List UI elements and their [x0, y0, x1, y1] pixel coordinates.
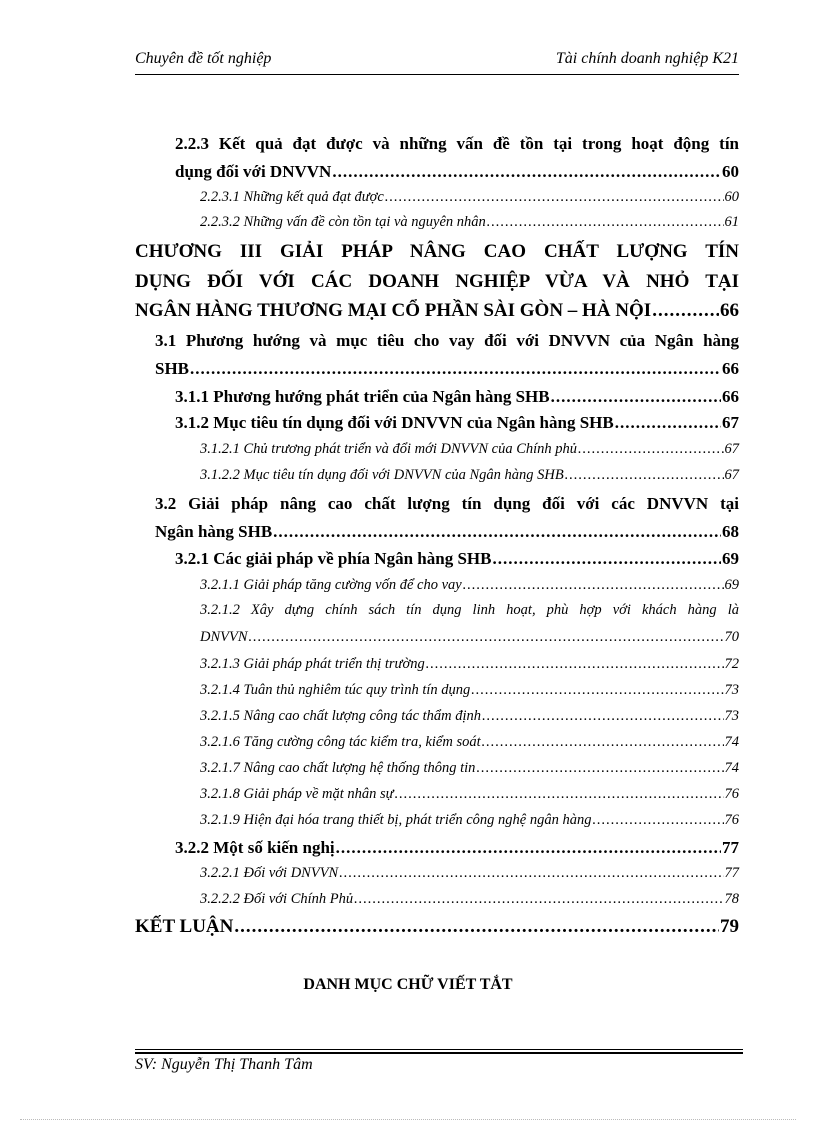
toc-entry-title: 3.1.2 Mục tiêu tín dụng đối với DNVVN của Ngân hàng SHB: [175, 413, 614, 432]
header-class-label: Tài chính doanh nghiệp K21: [555, 50, 739, 67]
toc-entry-title: 3.2.2 Một số kiến nghị: [175, 838, 335, 857]
toc-leader-dots: [615, 413, 721, 433]
header-course-label: Chuyên đề tốt nghiệp: [135, 50, 272, 67]
toc-leader-dots: [336, 838, 721, 858]
toc-entry-3-2-1-2-line1: 3.2.1.2 Xây dựng chính sách tín dụng linh hoạt, phù hợp với khách hàng là: [200, 602, 739, 618]
footer-student-name: SV: Nguyễn Thị Thanh Tâm: [135, 1056, 313, 1073]
toc-page-number: 73: [724, 682, 739, 698]
toc-leader-dots: [551, 387, 721, 407]
toc-page-number: 68: [722, 522, 739, 541]
toc-entry-3-1-2[interactable]: [175, 413, 739, 433]
toc-entry-3-2-1[interactable]: [175, 549, 739, 569]
toc-entry-3-1-1[interactable]: [175, 387, 739, 407]
toc-page-number: 79: [720, 916, 739, 937]
toc-leader-dots: [354, 891, 723, 908]
toc-page-number: 66: [722, 359, 739, 378]
toc-page-number: 74: [724, 760, 739, 776]
toc-page-number: 72: [724, 656, 739, 672]
toc-entry-3-2-1-8[interactable]: [200, 786, 739, 803]
toc-page-number: 66: [722, 387, 739, 406]
toc-entry-title: 3.1.2.1 Chủ trương phát triển và đổi mới DNVVN của Chính phủ: [200, 441, 578, 457]
toc-entry-2-2-3-1[interactable]: [200, 189, 739, 206]
toc-entry-title: 3.2.1.8 Giải pháp về mặt nhân sự: [200, 786, 394, 802]
toc-entry-3-1-2-2[interactable]: [200, 467, 739, 484]
toc-leader-dots: [463, 577, 724, 594]
toc-entry-title: 3.2.1.6 Tăng cường công tác kiểm tra, kiểm soát: [200, 734, 481, 750]
toc-entry-3-2-1-3[interactable]: [200, 656, 739, 673]
toc-entry-title: 3.2.2.2 Đối với Chính Phủ: [200, 891, 354, 907]
toc-chapter-3-line1: CHƯƠNG III GIẢI PHÁP NÂNG CAO CHẤT LƯỢNG TÍN: [135, 241, 739, 262]
toc-entry-3-2-1-1[interactable]: [200, 577, 739, 594]
toc-leader-dots: [482, 734, 724, 751]
toc-entry-2-2-3-line1: 2.2.3 Kết quả đạt được và những vấn đề tồn tại trong hoạt động tín: [175, 134, 739, 153]
toc-leader-dots: [476, 760, 723, 777]
toc-page-number: 60: [722, 162, 739, 181]
toc-leader-dots: [395, 786, 724, 803]
toc-page-number: 76: [724, 786, 739, 802]
toc-leader-dots: [249, 629, 724, 646]
toc-entry-title: 2.2.3.2 Những vấn đề còn tồn tại và nguyên nhân: [200, 214, 486, 230]
toc-leader-dots: [578, 441, 723, 458]
toc-entry-3-2-1-5[interactable]: [200, 708, 739, 725]
toc-leader-dots: [190, 359, 721, 379]
toc-entry-title: dụng đối với DNVVN: [175, 162, 332, 181]
toc-leader-dots: [234, 916, 719, 938]
toc-page-number: 77: [722, 838, 739, 857]
toc-leader-dots: [487, 214, 724, 231]
toc-leader-dots: [471, 682, 723, 699]
footer-divider: [135, 1049, 743, 1050]
toc-leader-dots: [339, 865, 723, 882]
toc-page-number: 76: [724, 812, 739, 828]
toc-entry-title: NGÂN HÀNG THƯƠNG MẠI CỔ PHẦN SÀI GÒN – HÀ NỘI: [135, 300, 652, 321]
toc-leader-dots: [332, 162, 721, 182]
toc-entry-title: 3.2.1.9 Hiện đại hóa trang thiết bị, phát triển công nghệ ngân hàng: [200, 812, 592, 828]
toc-entry-3-2-2-2[interactable]: [200, 891, 739, 908]
toc-entry-2-2-3[interactable]: [175, 162, 739, 182]
toc-page-number: 73: [724, 708, 739, 724]
toc-entry-title: 3.1.1 Phương hướng phát triển của Ngân hàng SHB: [175, 387, 550, 406]
toc-entry-title: Ngân hàng SHB: [155, 522, 273, 541]
toc-chapter-3[interactable]: [135, 300, 739, 322]
toc-leader-dots: [565, 467, 724, 484]
toc-entry-title: 3.2.2.1 Đối với DNVVN: [200, 865, 339, 881]
toc-leader-dots: [652, 300, 719, 322]
toc-page-number: 78: [724, 891, 739, 907]
toc-entry-title: 3.2.1.5 Nâng cao chất lượng công tác thẩm định: [200, 708, 482, 724]
page-bottom-edge: [20, 1119, 796, 1120]
toc-page-number: 77: [724, 865, 739, 881]
toc-entry-3-1-line1: 3.1 Phương hướng và mục tiêu cho vay đối với DNVVN của Ngân hàng: [155, 331, 739, 350]
toc-page-number: 70: [724, 629, 739, 645]
toc-leader-dots: [492, 549, 721, 569]
toc-entry-title: SHB: [155, 359, 190, 378]
toc-chapter-3-line2: DỤNG ĐỐI VỚI CÁC DOANH NGHIỆP VỪA VÀ NHỎ TẠI: [135, 271, 739, 292]
toc-entry-3-2-1-6[interactable]: [200, 734, 739, 751]
toc-page-number: 74: [724, 734, 739, 750]
toc-entry-3-2-2[interactable]: [175, 838, 739, 858]
toc-entry-title: 3.2.1.1 Giải pháp tăng cường vốn để cho vay: [200, 577, 462, 593]
toc-entry-title: DNVVN: [200, 629, 248, 645]
toc-page-number: 67: [724, 441, 739, 457]
toc-entry-title: 3.2.1.7 Nâng cao chất lượng hệ thống thông tin: [200, 760, 476, 776]
toc-leader-dots: [273, 522, 721, 542]
toc-page-number: 66: [720, 300, 739, 321]
toc-entry-3-2-1-7[interactable]: [200, 760, 739, 777]
toc-leader-dots: [385, 189, 724, 206]
toc-page-number: 69: [722, 549, 739, 568]
toc-leader-dots: [592, 812, 723, 829]
page-header: [135, 48, 739, 75]
toc-page-number: 67: [722, 413, 739, 432]
toc-entry-3-1[interactable]: [155, 359, 739, 379]
toc-page-number: 60: [724, 189, 739, 205]
toc-entry-3-1-2-1[interactable]: [200, 441, 739, 458]
toc-entry-2-2-3-2[interactable]: [200, 214, 739, 231]
abbreviations-heading: DANH MỤC CHỮ VIẾT TẮT: [303, 976, 513, 993]
footer-divider-thick: [135, 1052, 743, 1054]
toc-entry-3-2-1-2[interactable]: [200, 629, 739, 646]
toc-leader-dots: [482, 708, 723, 725]
toc-entry-3-2-1-9[interactable]: [200, 812, 739, 829]
toc-entry-title: 3.2.1.3 Giải pháp phát triển thị trường: [200, 656, 425, 672]
toc-conclusion[interactable]: [135, 916, 739, 938]
toc-entry-title: 3.2.1.4 Tuân thủ nghiêm túc quy trình tín dụng: [200, 682, 471, 698]
toc-entry-3-2-1-4[interactable]: [200, 682, 739, 699]
toc-entry-3-2-line1: 3.2 Giải pháp nâng cao chất lượng tín dụng đối với các DNVVN tại: [155, 494, 739, 513]
toc-entry-title: 3.1.2.2 Mục tiêu tín dụng đối với DNVVN của Ngân hàng SHB: [200, 467, 564, 483]
toc-leader-dots: [426, 656, 724, 673]
toc-entry-title: 3.2.1 Các giải pháp về phía Ngân hàng SHB: [175, 549, 492, 568]
toc-entry-title: KẾT LUẬN: [135, 916, 234, 937]
toc-entry-title: 2.2.3.1 Những kết quả đạt được: [200, 189, 384, 205]
toc-page-number: 69: [724, 577, 739, 593]
toc-entry-3-2-2-1[interactable]: [200, 865, 739, 882]
toc-page-number: 61: [724, 214, 739, 230]
toc-entry-3-2[interactable]: [155, 522, 739, 542]
toc-page-number: 67: [724, 467, 739, 483]
